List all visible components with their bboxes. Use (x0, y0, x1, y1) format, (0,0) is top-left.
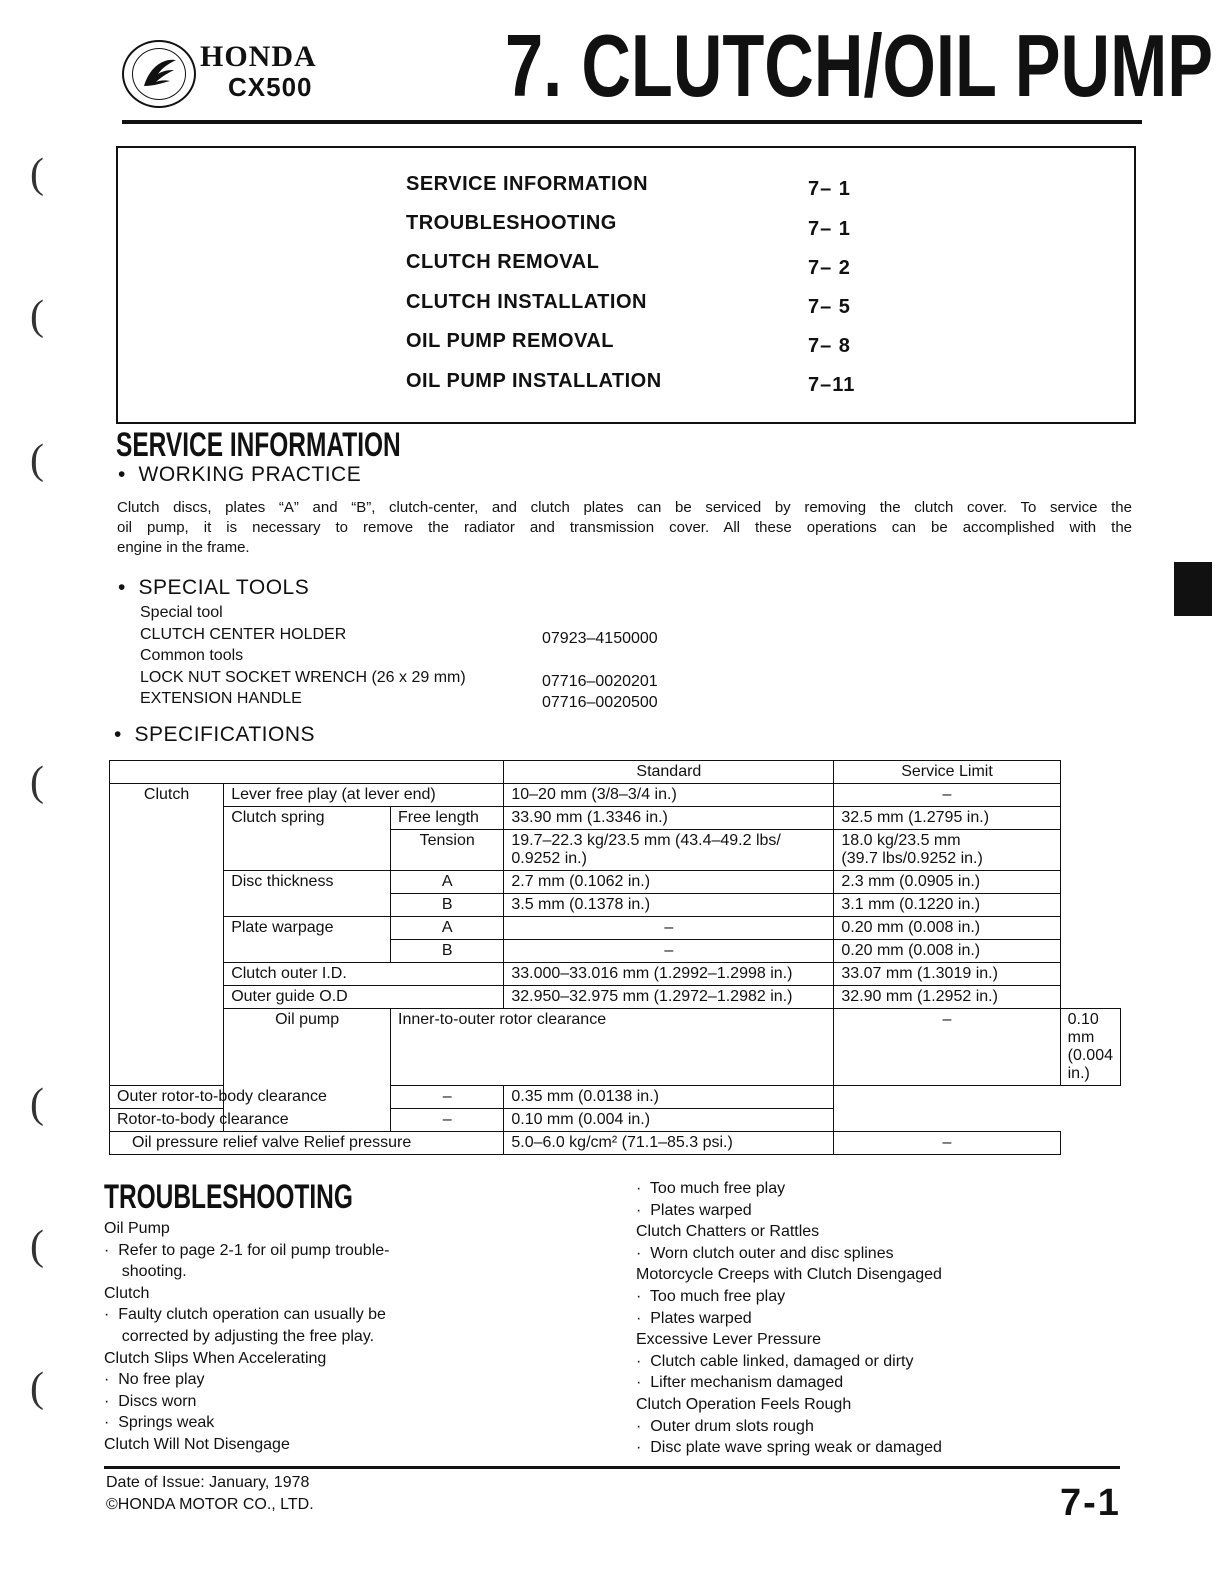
limit-value: 32.5 mm (1.2795 in.) (834, 807, 1060, 830)
punch-mark: ( (30, 1081, 44, 1127)
specifications-table (109, 760, 1121, 1155)
page-number: 7-1 (1060, 1482, 1121, 1524)
troubleshooting-line: Motorcycle Creeps with Clutch Disengaged (636, 1266, 942, 1284)
standard-value: 3.5 mm (0.1378 in.) (504, 894, 834, 917)
toc-title: TROUBLESHOOTING (406, 212, 617, 234)
punch-mark: ( (30, 1223, 44, 1269)
item-label: Plate warpage (224, 917, 391, 963)
troubleshooting-line: Excessive Lever Pressure (636, 1331, 821, 1349)
troubleshooting-line: Clutch (104, 1284, 150, 1302)
sub-item-label: A (391, 871, 504, 894)
troubleshooting-line: Clutch Operation Feels Rough (636, 1395, 852, 1413)
section-thumb-tab (1174, 562, 1212, 616)
special-tools-heading: • SPECIAL TOOLS (118, 576, 310, 599)
table-row (110, 1132, 1121, 1155)
limit-value: 2.3 mm (0.0905 in.) (834, 871, 1060, 894)
item-label: Clutch outer I.D. (224, 963, 504, 986)
limit-value-line: 18.0 kg/23.5 mm (841, 832, 961, 849)
standard-value-line: 0.9252 in.) (511, 850, 587, 867)
sub-item-label: Tension (391, 830, 504, 871)
toc-page: 7– 2 (808, 257, 851, 279)
toc-page: 7– 5 (808, 296, 851, 318)
working-practice-line: oil pump, it is necessary to remove the radiator and transmission cover. All these operations can be accomplished with the (117, 519, 1132, 536)
punch-mark: ( (30, 1365, 44, 1411)
date-of-issue: Date of Issue: January, 1978 (106, 1474, 310, 1491)
sub-item-label: Free length (391, 807, 504, 830)
limit-value: – (834, 784, 1060, 807)
limit-value: 0.20 mm (0.008 in.) (834, 917, 1060, 940)
toc-page: 7– 1 (808, 218, 851, 240)
standard-value: – (504, 940, 834, 963)
copyright: ©HONDA MOTOR CO., LTD. (106, 1496, 314, 1513)
troubleshooting-line: · Plates warped (636, 1201, 752, 1219)
troubleshooting-line: shooting. (104, 1263, 187, 1281)
lock-nut-socket-wrench-number: 07716–0020201 (542, 673, 658, 690)
standard-value: 10–20 mm (3/8–3/4 in.) (504, 784, 834, 807)
item-label: Outer guide O.D (224, 986, 504, 1009)
limit-value: 0.10 mm (0.004 in.) (504, 1109, 834, 1132)
troubleshooting-line: · Discs worn (104, 1392, 197, 1410)
limit-value: 3.1 mm (0.1220 in.) (834, 894, 1060, 917)
limit-value (834, 830, 1060, 871)
table-row (110, 1086, 1121, 1109)
troubleshooting-line: Clutch Slips When Accelerating (104, 1349, 327, 1367)
toc-title: CLUTCH INSTALLATION (406, 291, 647, 313)
standard-header: Standard (504, 761, 834, 784)
item-label: Clutch spring (224, 807, 391, 871)
limit-value: 0.10 mm (0.004 in.) (1060, 1009, 1120, 1086)
model-name: CX500 (228, 72, 313, 102)
working-practice-text (117, 498, 1132, 558)
standard-value: – (391, 1086, 504, 1109)
item-label: Rotor-to-body clearance (110, 1109, 391, 1132)
troubleshooting-right-column (636, 1178, 1036, 1459)
clutch-center-holder-number: 07923–4150000 (542, 630, 658, 647)
limit-value-line: (39.7 lbs/0.9252 in.) (841, 850, 983, 867)
troubleshooting-line: · Refer to page 2-1 for oil pump trouble- (104, 1241, 390, 1259)
service-limit-header: Service Limit (834, 761, 1060, 784)
standard-value: 33.000–33.016 mm (1.2992–1.2998 in.) (504, 963, 834, 986)
chapter-title: 7. CLUTCH/OIL PUMP (505, 16, 1214, 115)
troubleshooting-line: Oil Pump (104, 1220, 170, 1237)
honda-wing-logo (122, 40, 196, 108)
clutch-center-holder: CLUTCH CENTER HOLDER (140, 626, 347, 643)
standard-value: 5.0–6.0 kg/cm² (71.1–85.3 psi.) (504, 1132, 834, 1155)
table-row (110, 871, 1121, 894)
troubleshooting-line: · Worn clutch outer and disc splines (636, 1244, 894, 1262)
troubleshooting-line: · Lifter mechanism damaged (636, 1374, 844, 1392)
troubleshooting-line: corrected by adjusting the free play. (104, 1327, 375, 1345)
wing-icon (142, 56, 178, 90)
standard-value: 2.7 mm (0.1062 in.) (504, 871, 834, 894)
punch-mark: ( (30, 151, 44, 197)
troubleshooting-line: Clutch Will Not Disengage (104, 1435, 290, 1453)
brand-name: HONDA (200, 40, 317, 73)
standard-value: 33.90 mm (1.3346 in.) (504, 807, 834, 830)
item-label: Outer rotor-to-body clearance (110, 1086, 391, 1109)
toc-title: SERVICE INFORMATION (406, 173, 649, 195)
extension-handle: EXTENSION HANDLE (140, 690, 302, 707)
standard-value: – (504, 917, 834, 940)
punch-mark: ( (30, 293, 44, 339)
standard-value-line: 19.7–22.3 kg/23.5 mm (43.4–49.2 lbs/ (511, 832, 781, 849)
troubleshooting-line: · Springs weak (104, 1414, 215, 1432)
standard-value: – (391, 1109, 504, 1132)
punch-mark: ( (30, 759, 44, 805)
item-label: Lever free play (at lever end) (224, 784, 504, 807)
clutch-group-label: Clutch (110, 784, 224, 1086)
item-label: Disc thickness (224, 871, 391, 917)
troubleshooting-left-column (104, 1218, 494, 1456)
toc-title: CLUTCH REMOVAL (406, 251, 600, 273)
table-row (110, 963, 1121, 986)
specifications-heading: • SPECIFICATIONS (114, 723, 315, 746)
working-practice-heading: • WORKING PRACTICE (118, 463, 362, 486)
toc-page: 7–11 (808, 374, 856, 396)
working-practice-line: engine in the frame. (117, 539, 250, 556)
sub-item-label: B (391, 940, 504, 963)
extension-handle-number: 07716–0020500 (542, 694, 658, 711)
table-row (110, 1109, 1121, 1132)
standard-value: – (834, 1009, 1060, 1086)
working-practice-line: Clutch discs, plates “A” and “B”, clutch-center, and clutch plates can be serviced by removing the clutch cover. To service the (117, 499, 1132, 516)
table-row (110, 1009, 1121, 1086)
troubleshooting-line: · Too much free play (636, 1287, 786, 1305)
limit-value: 32.90 mm (1.2952 in.) (834, 986, 1060, 1009)
toc-title: OIL PUMP INSTALLATION (406, 370, 662, 392)
troubleshooting-line: · Outer drum slots rough (636, 1417, 814, 1435)
item-label: Oil pressure relief valve Relief pressure (110, 1132, 504, 1155)
toc-title: OIL PUMP REMOVAL (406, 330, 615, 352)
service-info-heading: SERVICE INFORMATION (116, 426, 401, 464)
footer-rule (104, 1466, 1120, 1469)
table-row (110, 807, 1121, 830)
toc-page: 7– 8 (808, 335, 851, 357)
troubleshooting-line: · Faulty clutch operation can usually be (104, 1306, 386, 1324)
toc-page: 7– 1 (808, 178, 851, 200)
limit-value: 0.20 mm (0.008 in.) (834, 940, 1060, 963)
table-row (110, 784, 1121, 807)
sub-item-label: B (391, 894, 504, 917)
standard-value (504, 830, 834, 871)
lock-nut-socket-wrench: LOCK NUT SOCKET WRENCH (26 x 29 mm) (140, 669, 466, 686)
limit-value: 0.35 mm (0.0138 in.) (504, 1086, 834, 1109)
item-label: Inner-to-outer rotor clearance (391, 1009, 834, 1086)
troubleshooting-line: Clutch Chatters or Rattles (636, 1223, 820, 1241)
troubleshooting-line: · Disc plate wave spring weak or damaged (636, 1439, 942, 1457)
oil-pump-group-label: Oil pump (224, 1009, 391, 1132)
sub-item-label: A (391, 917, 504, 940)
special-tool-label: Special tool (140, 604, 223, 621)
standard-value: 32.950–32.975 mm (1.2972–1.2982 in.) (504, 986, 834, 1009)
table-row (110, 917, 1121, 940)
troubleshooting-line: · No free play (104, 1371, 205, 1389)
punch-mark: ( (30, 437, 44, 483)
common-tools-label: Common tools (140, 647, 244, 664)
troubleshooting-line: · Plates warped (636, 1309, 752, 1327)
troubleshooting-line: · Clutch cable linked, damaged or dirty (636, 1352, 914, 1370)
header-rule (122, 120, 1142, 124)
troubleshooting-heading: TROUBLESHOOTING (104, 1178, 353, 1216)
limit-value: 33.07 mm (1.3019 in.) (834, 963, 1060, 986)
table-row (110, 986, 1121, 1009)
troubleshooting-line: · Too much free play (636, 1180, 786, 1197)
table-header-row (110, 761, 1121, 784)
limit-value: – (834, 1132, 1060, 1155)
